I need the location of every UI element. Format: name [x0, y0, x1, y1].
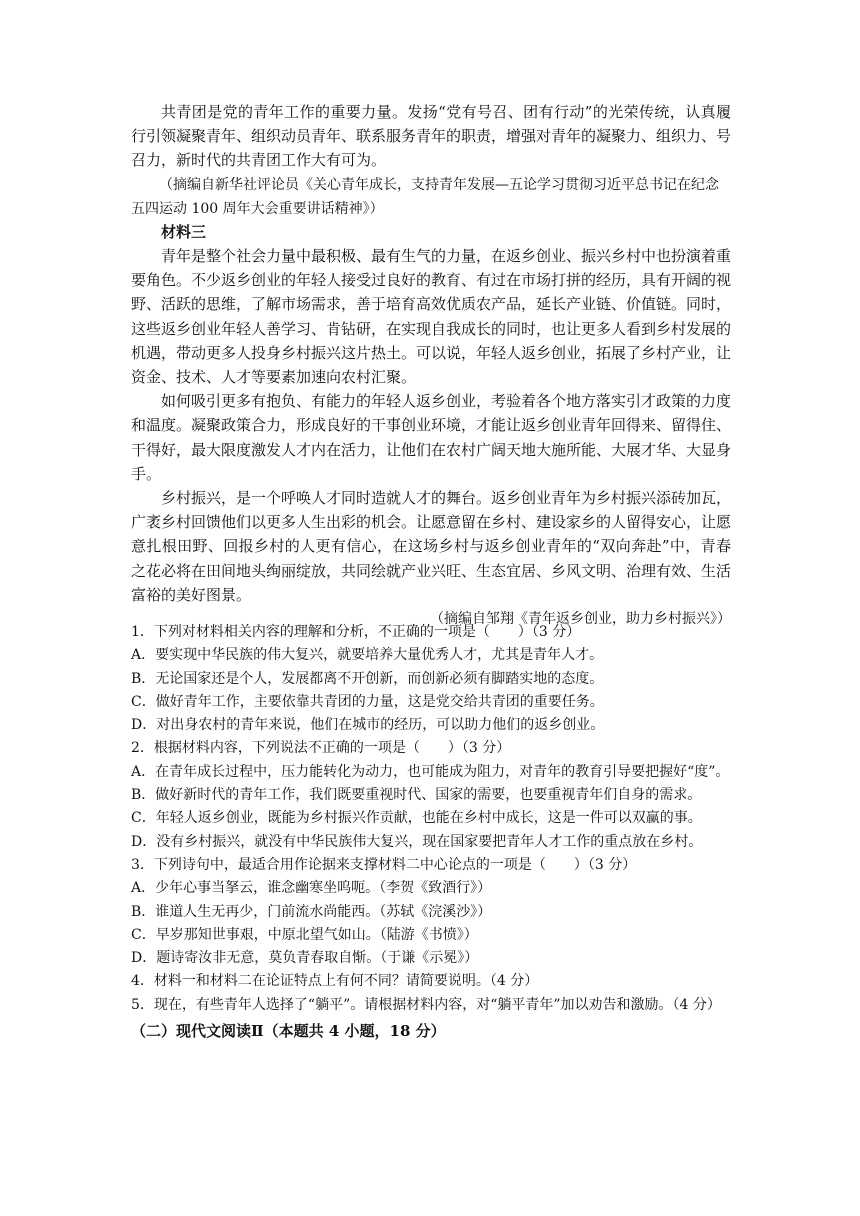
question-stem: 5．现在，有些青年人选择了“躺平”。请根据材料内容，对“躺平青年”加以劝告和激励。（4 分） [131, 996, 721, 1013]
source-citation: （摘编自邹翔《青年返乡创业，助力乡村振兴》） [430, 611, 731, 628]
option: C．早岁那知世事艰，中原北望气如山。（陆游《书愤》） [131, 926, 478, 943]
questions [131, 621, 731, 1043]
option: C．做好青年工作，主要依靠共青团的力量，这是党交给共青团的重要任务。 [131, 693, 604, 710]
option: A．在青年成长过程中，压力能转化为动力，也可能成为阻力，对青年的教育引导要把握好“度”。 [131, 763, 730, 780]
option: D．对出身农村的青年来说，他们在城市的经历，可以助力他们的返乡创业。 [131, 717, 605, 734]
option: C．年轻人返乡创业，既能为乡村振兴作贡献，也能在乡村中成长，这是一件可以双赢的事。 [131, 810, 702, 827]
question-stem: 4．材料一和材料二在论证特点上有何不同？请简要说明。（4 分） [131, 973, 539, 990]
paragraph: 共青团是党的青年工作的重要力量。发扬“党有号召、团有行动”的光荣传统，认真履行引领凝聚青年、组织动员青年、联系服务青年的职责，增强对青年的凝聚力、组织力、号召力，新时代的共青团工作大有可为。 [131, 103, 732, 170]
question-stem: 1．下列对材料相关内容的理解和分析，不正确的一项是（ ）（3 分） [131, 624, 581, 640]
option: A．要实现中华民族的伟大复兴，就要培养大量优秀人才，尤其是青年人才。 [131, 647, 604, 664]
source-citation: （摘编自新华社评论员《关心青年成长，支持青年发展—五论学习贯彻习近平总书记在纪念五四运动 100 周年大会重要讲话精神》） [131, 176, 719, 217]
option: D．题诗寄汝非无意，莫负青春取自惭。（于谦《示冕》） [131, 950, 479, 967]
option: D．没有乡村振兴，就没有中华民族伟大复兴，现在国家要把青年人才工作的重点放在乡村。 [131, 833, 703, 850]
paragraph: 如何吸引更多有抱负、有能力的年轻人返乡创业，考验着各个地方落实引才政策的力度和温度。凝聚政策合力，形成良好的干事创业环境，才能让返乡创业青年回得来、留得住、干得好，最大限度激发人才内在活力，让他们在农村广阔天地大施所能、大展才华、大显身手。 [131, 392, 732, 483]
question-stem: 3．下列诗句中，最适合用作论据来支撑材料二中心论点的一项是（ ）（3 分） [131, 856, 637, 873]
material3 [131, 220, 731, 631]
material-heading: 材料三 [161, 223, 207, 241]
material2-tail [131, 100, 731, 221]
option: B．谁道人生无再少，门前流水尚能西。（苏轼《浣溪沙》） [131, 903, 492, 920]
question-stem: 2．根据材料内容，下列说法不正确的一项是（ ）（3 分） [131, 740, 511, 757]
paragraph: 乡村振兴，是一个呼唤人才同时造就人才的舞台。返乡创业青年为乡村振兴添砖加瓦，广袤乡村回馈他们以更多人生出彩的机会。让愿意留在乡村、建设家乡的人留得安心，让愿意扎根田野、回报乡村的人更有信心，在这场乡村与返乡创业青年的“双向奔赴”中，青春之花必将在田间地头绚丽绽放，共同绘就产业兴旺、生态宜居、乡风文明、治理有效、生活富裕的美好图景。 [131, 489, 732, 604]
option: B．无论国家还是个人，发展都离不开创新，而创新必须有脚踏实地的态度。 [131, 670, 604, 687]
option: A．少年心事当拏云，谁念幽寒坐呜呃。（李贺《致酒行》） [131, 880, 492, 897]
section-heading: （二）现代文阅读Ⅱ（本题共 4 小题，18 分） [131, 1022, 446, 1041]
paragraph: 青年是整个社会力量中最积极、最有生气的力量，在返乡创业、振兴乡村中也扮演着重要角色。不少返乡创业的年轻人接受过良好的教育、有过在市场打拼的经历，具有开阔的视野、活跃的思维，了解市场需求，善于培育高效优质农产品，延长产业链、价值链。同时，这些返乡创业年轻人善学习、肯钻研，在实现自我成长的同时，也让更多人看到乡村发展的机遇，带动更多人投身乡村振兴这片热土。可以说，年轻人返乡创业，拓展了乡村产业，让资金、技术、人才等要素加速向农村汇聚。 [131, 247, 732, 387]
option: B．做好新时代的青年工作，我们既要重视时代、国家的需要，也要重视青年们自身的需求。 [131, 787, 702, 804]
